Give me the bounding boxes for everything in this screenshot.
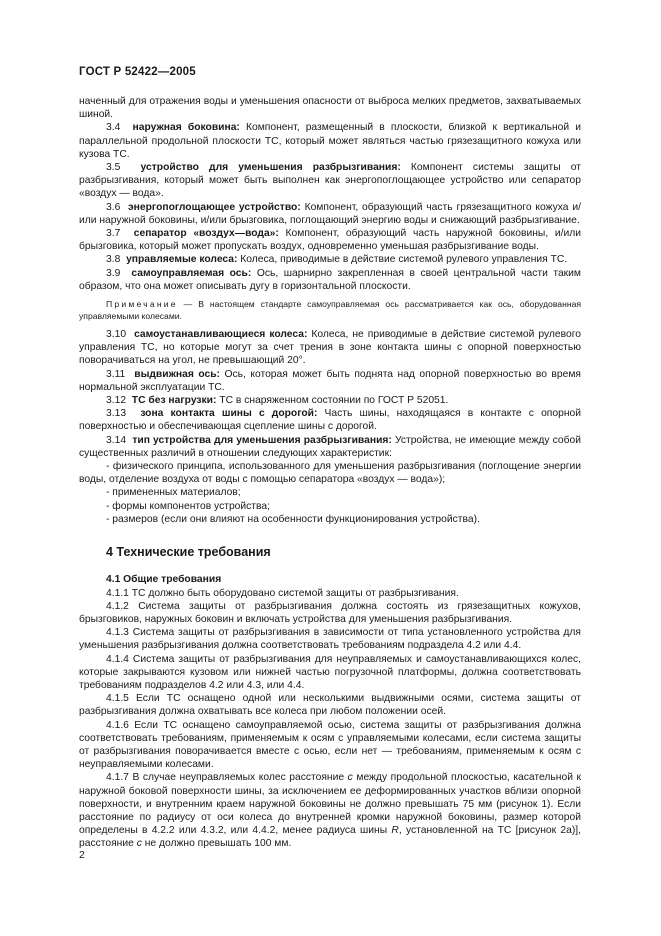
paragraph-3-13: 3.13 зона контакта шины с дорогой: Часть шины, находящаяся в контакте с опорной поверхностью и обеспечивающая сцепление шины с дорогой. xyxy=(79,408,581,433)
term: выдвижная ось: xyxy=(134,368,220,380)
paragraph-3-6: 3.6 энергопоглощающее устройство: Компонент, образующий часть грязезащитного кожуха и/или наружной боковины, и/или брызговика, поглощающий энергию воды и снижающий разбрызгивание. xyxy=(79,201,581,226)
page-number: 2 xyxy=(79,849,85,861)
section-heading: 4 Технические требования xyxy=(106,545,271,560)
paragraph-3-5: 3.5 устройство для уменьшения разбрызгивания: Компонент системы защиты от разбрызгивания, который может быть выполнен как энергопоглощающее устройство или сепаратор «воздух — вода». xyxy=(79,162,581,200)
document-header: ГОСТ Р 52422—2005 xyxy=(79,66,196,78)
list-item: - примененных материалов; xyxy=(106,487,241,499)
term: самоуправляемая ось: xyxy=(131,267,252,279)
subsection-heading: 4.1 Общие требования xyxy=(106,574,222,586)
term: устройство для уменьшения разбрызгивания: xyxy=(140,162,401,174)
paragraph-3-7: 3.7 сепаратор «воздух—вода»: Компонент, образующий часть наружной боковины, и/или брызговика, который может пропускать воздух, одновременно уменьшая разбрызгивание воды. xyxy=(79,228,582,253)
paragraph-continuation: наченный для отражения воды и уменьшения опасности от выброса мелких предметов, захватываемых шиной. xyxy=(79,96,581,121)
term: ТС без нагрузки: xyxy=(131,395,217,407)
paragraph-4-1-4: 4.1.4 Система защиты от разбрызгивания для неуправляемых и самоустанавливающихся колес, которые закрываются кузовом или нижней частью погрузочной платформы, должна соответствовать требованиям подразделов 4.2 или 4.3, или 4.4. xyxy=(79,653,581,691)
document-body xyxy=(79,95,581,851)
paragraph-4-1-7: 4.1.7 В случае неуправляемых колес расстояние c между продольной плоскостью, касательной к наружной боковой поверхности шины, за исключением ее деформированных участков вблизи опорной поверхности, и внутренним краем наружной боковины не должно превышать 75 мм (рисунок 1). Если расстояние по радиусу от оси колеса до внутренней кромки наружной боковины, размер которой определены в 4.2.2 или 4.3.2, или 4.4.2, менее радиуса шины R, установленной на ТС [рисунок 2а)], расстояние c не должно превышать 100 мм. xyxy=(79,772,581,850)
list-item: - формы компонентов устройства; xyxy=(106,500,270,512)
list-item: - размеров (если они влияют на особенности функционирования устройства). xyxy=(106,513,480,525)
note-label: Примечание xyxy=(106,299,178,310)
paragraph-4-1-3: 4.1.3 Система защиты от разбрызгивания в зависимости от типа установленного устройства для уменьшения разбрызгивания должна соответствовать требованиям подраздела 4.2 или 4.4. xyxy=(79,627,581,652)
paragraph-3-14: 3.14 тип устройства для уменьшения разбрызгивания: Устройства, не имеющие между собой существенных различий в отношении следующих характеристик: xyxy=(79,434,581,459)
paragraph-3-11: 3.11 выдвижная ось: Ось, которая может быть поднята над опорной поверхностью во время нормальной эксплуатации ТС. xyxy=(79,368,581,393)
paragraph-4-1-5: 4.1.5 Если ТС оснащено одной или несколькими выдвижными осями, система защиты от разбрызгивания должна охватывать все колеса при любом положении осей. xyxy=(79,693,581,718)
paragraph-3-4: 3.4 наружная боковина: Компонент, размещенный в плоскости, близкой к вертикальной и параллельной продольной плоскости ТС, который может являться частью грязезащитного кожуха или кузова ТС. xyxy=(79,122,581,160)
paragraph-3-12: 3.12 ТС без нагрузки: ТС в снаряженном состоянии по ГОСТ Р 52051. xyxy=(106,395,449,407)
term: наружная боковина: xyxy=(132,122,240,134)
paragraph-4-1-2: 4.1.2 Система защиты от разбрызгивания должна состоять из грязезащитных кожухов, брызговиков, наружных боковин и включать устройства для уменьшения разбрызгивания. xyxy=(79,600,581,625)
paragraph-4-1-6: 4.1.6 Если ТС оснащено самоуправляемой осью, система защиты от разбрызгивания должна соответствовать требованиям, применяемым к осям с управляемыми колесами, если система защиты от разбрызгивания поворачивается вместе с осью, если нет — требованиям, применяемым к осям с неуправляемыми колесами. xyxy=(79,719,581,771)
paragraph-4-1-1: 4.1.1 ТС должно быть оборудовано системой защиты от разбрызгивания. xyxy=(106,587,459,599)
term: энергопоглощающее устройство: xyxy=(128,201,301,213)
note: Примечание — В настоящем стандарте самоуправляемая ось рассматривается как ось, оборудованная управляемыми колесами. xyxy=(79,299,581,321)
list-item: - физического принципа, использованного для уменьшения разбрызгивания (поглощение энергии воды, отделение воздуха от воды с помощью сепаратора «воздух — вода»); xyxy=(79,461,581,486)
term: зона контакта шины с дорогой: xyxy=(140,408,318,420)
term: тип устройства для уменьшения разбрызгивания: xyxy=(132,434,392,446)
paragraph-3-9: 3.9 самоуправляемая ось: Ось, шарнирно закрепленная в своей центральной части таким образом, что она может описывать дугу в горизонтальной плоскости. xyxy=(79,267,582,292)
term: самоустанавливающиеся колеса: xyxy=(134,329,308,341)
paragraph-3-10: 3.10 самоустанавливающиеся колеса: Колеса, не приводимые в действие системой рулевого управления ТС, но которые могут за счет трения в зоне контакта шины с опорной поверхностью поворачиваться на угол, не превышающий 20°. xyxy=(79,329,581,367)
term: управляемые колеса: xyxy=(126,254,238,266)
paragraph-3-8: 3.8 управляемые колеса: Колеса, приводимые в действие системой рулевого управления ТС. xyxy=(106,254,568,266)
term: сепаратор «воздух—вода»: xyxy=(133,228,279,240)
